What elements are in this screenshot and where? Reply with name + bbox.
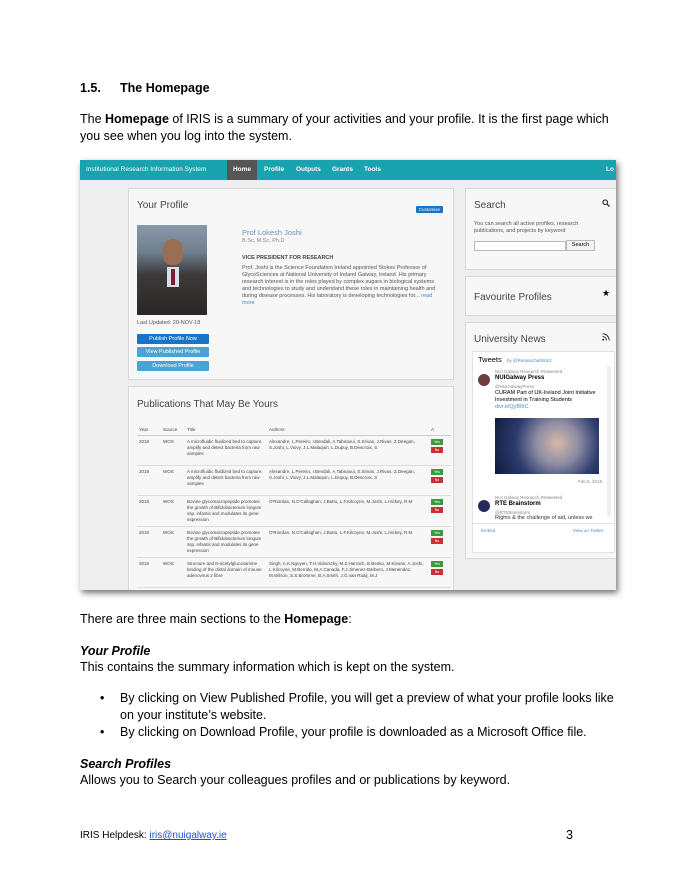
row-title: Structure and N-acetylglucosamine binding of the distal domain of mouse adenovirus 2 fibre <box>185 558 267 588</box>
sections-intro-end: : <box>348 612 352 626</box>
page-footer <box>80 830 227 841</box>
photo-tie <box>171 269 175 285</box>
intro-text-end: of IRIS is a summary of your activities and your profile. It is the first page which you see when you log into the system. <box>80 112 609 143</box>
section-heading <box>80 80 630 97</box>
embed-link[interactable]: Embed <box>481 528 496 533</box>
row-source: WOS <box>161 496 185 527</box>
sections-intro-start: There are three main sections to the <box>80 612 285 626</box>
publications-title: Publications That May Be Yours <box>137 399 279 410</box>
tweet-account-2[interactable]: RTE Brainstorm <box>495 501 541 507</box>
tweet-body-1: CURAM Part of UK-Ireland Joint Initiative Investment in Training Students <box>495 390 596 403</box>
no-button[interactable]: No <box>431 447 443 453</box>
table-row <box>137 527 451 558</box>
app-top-bar <box>80 160 616 180</box>
list-item <box>80 690 630 724</box>
tweet-handle-1[interactable]: @NUIGalwayPress <box>495 384 534 389</box>
tweet-handle-2[interactable]: @RTEBrainstorm <box>495 510 531 515</box>
homepage-screenshot <box>80 160 616 590</box>
tweet-text-1 <box>495 390 607 411</box>
row-title: A microfluidic fluidized bed to capture, amplify and detect bacteria from raw samples <box>185 466 267 496</box>
your-profile-heading: Your Profile <box>80 644 151 658</box>
tweets-by[interactable]: by @ResearchatNUIG <box>507 358 552 363</box>
row-source: WOS <box>161 558 185 588</box>
rss-icon[interactable] <box>602 333 610 341</box>
star-icon[interactable]: ★ <box>602 288 611 298</box>
section-title: The Homepage <box>120 81 210 95</box>
row-authors: Singh, A.K.Nguyen, T.H.Vidovszky, M.Z.Harrach, B.Benko, M.Kirwan, A.Joshi, L.Kilcoyne, M.Berrido, M.A.Canada, F.J.Jimenez-Barbero, J.Menendez, M.Wilson, S.S.Bromme, B.A.Smith, J.G.van Raaij, M.J <box>267 558 429 588</box>
yes-button[interactable]: Yes <box>431 530 443 536</box>
row-year: 2018 <box>137 466 161 496</box>
row-year: 2018 <box>137 558 161 588</box>
search-profiles-text: Allows you to Search your colleagues profiles and or publications by keyword. <box>80 773 511 787</box>
helpdesk-email-link[interactable]: iris@nuigalway.ie <box>149 830 227 841</box>
no-button[interactable]: No <box>431 477 443 483</box>
download-profile-button[interactable]: Download Profile <box>137 361 209 371</box>
search-icon[interactable] <box>602 199 610 207</box>
row-title: A microfluidic fluidized bed to capture, amplify and detect bacteria from raw samples <box>185 436 267 466</box>
row-title: Bovine glycomacropeptide promotes the growth of Bifidobacterium longum ssp. infantis and modulates its gene expression <box>185 527 267 558</box>
table-row <box>137 466 451 496</box>
yes-button[interactable]: Yes <box>431 439 443 445</box>
avatar[interactable] <box>478 374 490 386</box>
your-profile-text: This contains the summary information which is kept on the system. <box>80 660 455 674</box>
bullet-icon: • <box>100 691 105 705</box>
row-actions <box>429 496 451 527</box>
intro-bold-term: Homepage <box>105 112 169 126</box>
row-year: 2018 <box>137 527 161 558</box>
tweet-account-1[interactable]: NUIGalway Press <box>495 375 545 381</box>
tweets-label: Tweets <box>478 355 502 364</box>
profile-bio-text: Prof. Joshi is the Science Foundation Ireland appointed Stokes Professor of GlycoSciences at National University of Ireland Galway, Ireland. His primary research interest is in the roles played by complex sugars in biological systems and technologies to study and understand these roles in maintaining health and during disease processes. His laboratory is developing technologies for... <box>242 265 436 299</box>
timeline-divider <box>473 523 614 524</box>
sections-intro <box>80 611 630 628</box>
favourite-profiles-panel <box>465 276 616 316</box>
bullet-text: By clicking on Download Profile, your profile is downloaded as a Microsoft Office file. <box>120 725 587 739</box>
search-panel-title: Search <box>474 200 506 211</box>
last-updated: Last Updated: 20-NOV-18 <box>137 320 201 326</box>
your-profile-bullets <box>80 690 630 741</box>
tweet-link-1[interactable]: divr.it/QyB0tC <box>495 404 529 410</box>
row-authors: O'Riordan, N.O'Callaghan, J.Butto, L.F.Kilcoyne, M.Joshi, L.Hickey, R.M <box>267 496 429 527</box>
search-description: You can search all active profiles, research publications, and projects by keyword <box>474 221 579 234</box>
col-year[interactable]: Year <box>137 423 161 436</box>
app-title: Institutional Research Information System <box>86 166 207 173</box>
nav-home[interactable]: Home <box>227 160 257 180</box>
publish-profile-button[interactable]: Publish Profile Now <box>137 334 209 344</box>
yes-button[interactable]: Yes <box>431 469 443 475</box>
col-title[interactable]: Title <box>185 423 267 436</box>
row-actions <box>429 466 451 496</box>
footer-label: IRIS Helpdesk: <box>80 830 150 841</box>
view-published-profile-button[interactable]: View Published Profile <box>137 347 209 357</box>
customise-button[interactable]: Customise <box>416 206 443 213</box>
favourites-title: Favourite Profiles <box>474 292 552 303</box>
row-source: WOS <box>161 466 185 496</box>
yes-button[interactable]: Yes <box>431 561 443 567</box>
publications-panel <box>128 386 454 590</box>
retweet-label-2: NUI Galway Research Retweeted <box>495 495 563 500</box>
no-button[interactable]: No <box>431 507 443 513</box>
bullet-icon: • <box>100 725 105 739</box>
profile-position: VICE PRESIDENT FOR RESEARCH <box>242 255 334 261</box>
profile-bio <box>242 265 444 307</box>
search-panel <box>465 188 616 270</box>
login-link[interactable]: Lo <box>606 166 614 173</box>
row-source: WOS <box>161 527 185 558</box>
row-year: 2018 <box>137 436 161 466</box>
search-button[interactable]: Search <box>566 240 595 251</box>
row-authors: Alexandre, L.Pereiro, I.Bendali, A.Tabnaoui, S.Srivas, J.Rivas, Z.Deegan, S.Joshi, L.Viovy, J.L.Malaquin, L.Dupuy, B.Descroix, S <box>267 466 429 496</box>
row-authors: Alexandre, L.Pereiro, I.Bendali, A.Tabnaoui, S.Srivas, J.Rivas, Z.Deegan, S.Joshi, L.Viovy, J.L.Malaquin, L.Dupuy, B.Descroix, S <box>267 436 429 466</box>
col-source[interactable]: Source <box>161 423 185 436</box>
list-item <box>80 724 630 741</box>
page-number: 3 <box>566 828 573 842</box>
table-row <box>137 496 451 527</box>
bullet-text: By clicking on View Published Profile, you will get a preview of what your profile looks like on your institute’s website. <box>120 691 614 722</box>
section-number: 1.5. <box>80 81 101 95</box>
row-title: Bovine glycomacropeptide promotes the growth of Bifidobacterium longum ssp. infantis and modulates its gene expression <box>185 496 267 527</box>
photo-face <box>163 239 183 265</box>
profile-name[interactable]: Prof Lokesh Joshi <box>242 228 302 237</box>
row-actions <box>429 436 451 466</box>
row-actions <box>429 558 451 588</box>
col-authors[interactable]: Authors <box>267 423 429 436</box>
yes-button[interactable]: Yes <box>431 499 443 505</box>
table-header-row <box>137 423 451 436</box>
nav-grants[interactable]: Grants <box>332 166 353 173</box>
intro-text-start: The <box>80 112 106 126</box>
university-news-panel <box>465 322 616 559</box>
tweet-date-1: Feb 5, 2019 <box>578 479 603 484</box>
intro-paragraph <box>80 111 630 145</box>
read-more-link[interactable]: read more <box>242 293 433 306</box>
nav-tools[interactable]: Tools <box>364 166 381 173</box>
col-action: A <box>429 423 451 436</box>
view-on-twitter-link[interactable]: View on Twitter <box>573 528 604 533</box>
your-profile-panel <box>128 188 454 380</box>
table-row <box>137 436 451 466</box>
sections-intro-bold: Homepage <box>284 612 349 626</box>
publications-table <box>137 423 451 588</box>
profile-qualifications: B.Sc, M.Sc, Ph.D <box>242 238 285 244</box>
timeline-scrollbar[interactable] <box>607 366 611 516</box>
news-title: University News <box>474 334 546 345</box>
tweet-image[interactable] <box>495 418 599 474</box>
row-year: 2018 <box>137 496 161 527</box>
nav-profile[interactable]: Profile <box>264 166 285 173</box>
no-button[interactable]: No <box>431 569 443 575</box>
retweet-label-1: NUI Galway Research Retweeted <box>495 369 563 374</box>
search-profiles-heading: Search Profiles <box>80 757 172 771</box>
row-actions <box>429 527 451 558</box>
table-row <box>137 558 451 588</box>
search-input[interactable] <box>474 241 566 251</box>
avatar[interactable] <box>478 500 490 512</box>
tweet-text-2: Rights & the challenge of aid, unless we <box>495 515 593 521</box>
profile-photo <box>137 225 207 315</box>
row-source: WOS <box>161 436 185 466</box>
nav-outputs[interactable]: Outputs <box>296 166 321 173</box>
no-button[interactable]: No <box>431 538 443 544</box>
row-authors: O'Riordan, N.O'Callaghan, J.Butto, L.F.Kilcoyne, M.Joshi, L.Hickey, R.M <box>267 527 429 558</box>
profile-panel-title: Your Profile <box>137 200 189 211</box>
twitter-timeline <box>472 351 615 553</box>
